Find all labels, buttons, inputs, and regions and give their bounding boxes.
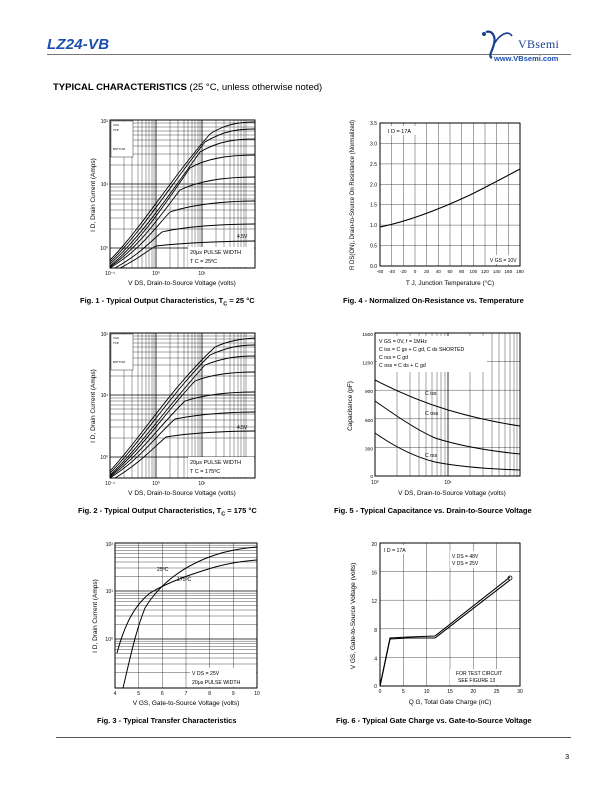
- fig5-note3: C rss = C gd: [379, 355, 408, 361]
- fig6-xlabel: Q G, Total Gate Charge (nC): [408, 699, 492, 706]
- fig5-ylabel: Capacitance (pF): [347, 381, 354, 431]
- fig3-xtick: 8: [208, 691, 212, 697]
- fig3-ylabel: I D, Drain Current (Amps): [92, 579, 99, 653]
- fig4-xtick: -40: [388, 269, 396, 274]
- fig4-chart: [340, 115, 540, 290]
- fig1-ytick: 10²: [100, 119, 108, 125]
- part-number: LZ24-VB: [47, 36, 110, 53]
- fig1-plot: [110, 120, 255, 268]
- fig4-xtick: 60: [447, 269, 453, 274]
- fig4-plot: [380, 123, 520, 266]
- fig2-ytick: 10¹: [100, 393, 108, 399]
- fig5-note4: C oss = C ds + C gd: [379, 363, 426, 369]
- fig1-curve-label: 4.5V: [237, 234, 248, 240]
- fig4-xtick: 40: [435, 269, 441, 274]
- fig1-note2: T C = 25ºC: [190, 259, 218, 265]
- fig4-ytick: 0.0: [370, 264, 377, 270]
- fig3-chart: [85, 538, 270, 710]
- fig2-note1: 20μs PULSE WIDTH: [190, 460, 242, 466]
- fig1-ylabel: I D, Drain Current (Amps): [90, 158, 97, 232]
- fig6-ytick: 4: [374, 656, 377, 663]
- fig4-xtick: -20: [399, 269, 407, 274]
- fig5-xtick: 10¹: [444, 480, 452, 486]
- fig6-note-v1: V DS = 48V: [452, 554, 479, 560]
- fig1-xlabel: V DS, Drain-to-Source Voltage (volts): [128, 280, 236, 287]
- fig4-ytick: 1.0: [370, 223, 377, 230]
- fig5-label-crss: C rss: [425, 453, 438, 459]
- fig5-label-coss: C oss: [425, 411, 439, 417]
- fig2-chart: [85, 328, 270, 500]
- fig3-label-175: 175ºC: [177, 577, 192, 583]
- fig6-xtick: 30: [517, 689, 523, 695]
- fig5-note1: V GS = 0V, f = 1MHz: [379, 339, 427, 345]
- fig6-ytick: 12: [371, 599, 377, 606]
- fig2-xtick: 10¹: [198, 481, 206, 487]
- fig5-chart: [340, 328, 535, 500]
- fig3-note2: 20μs PULSE WIDTH: [192, 680, 241, 686]
- fig1-caption: Fig. 1 - Typical Output Characteristics, $T_C = 25$ °C: [80, 296, 255, 308]
- fig5-xlabel: V DS, Drain-to-Source Voltage (volts): [398, 490, 506, 497]
- fig3-note1: V DS = 25V: [192, 671, 220, 677]
- fig6-note-v2: V DS = 25V: [452, 561, 479, 567]
- fig6-xtick: 5: [401, 689, 405, 695]
- fig5-ytick: 0: [370, 475, 373, 480]
- fig3-ytick: 10²: [105, 542, 113, 548]
- fig2-ylabel: I D, Drain Current (Amps): [90, 369, 97, 443]
- fig5-ytick: 1500: [362, 333, 373, 338]
- fig4-note-id: I D = 17A: [388, 129, 412, 135]
- fig1-xtick: 10⁻¹: [105, 271, 115, 277]
- fig1-xtick: 10⁰: [152, 271, 160, 277]
- fig6-ylabel: V GS, Gate-to-Source Voltage (volts): [350, 562, 357, 670]
- fig3-caption: Fig. 3 - Typical Transfer Characteristics: [97, 716, 237, 725]
- fig4-xtick: 120: [481, 269, 489, 274]
- svg-text:BOTTOM: BOTTOM: [113, 147, 125, 151]
- fig1-ytick: 10⁰: [100, 246, 108, 252]
- fig3-xtick: 4: [113, 691, 117, 697]
- fig3-ytick: 10¹: [105, 589, 113, 595]
- fig6-caption: Fig. 6 - Typical Gate Charge vs. Gate-to-Source Voltage: [336, 716, 532, 725]
- brand-name: VBsemi: [518, 37, 560, 51]
- svg-text:VGS: VGS: [113, 123, 119, 127]
- fig4-ytick: 1.5: [370, 202, 377, 209]
- fig1-xtick: 10¹: [198, 271, 206, 277]
- fig4-xtick: 20: [424, 269, 430, 274]
- fig5-ytick: 900: [364, 390, 373, 396]
- fig5-plot: [375, 333, 520, 476]
- fig6-ytick: 0: [374, 684, 377, 690]
- fig2-ytick: 10⁰: [100, 455, 108, 461]
- fig4-xtick: -60: [376, 269, 384, 274]
- fig4-ytick: 0.5: [370, 243, 377, 250]
- fig2-xlabel: V DS, Drain-to-Source Voltage (volts): [128, 490, 236, 497]
- fig4-xtick: 140: [492, 269, 501, 274]
- fig3-xtick: 6: [160, 691, 164, 697]
- fig4-xtick: 80: [459, 269, 465, 274]
- fig6-note-test1: FOR TEST CIRCUIT: [456, 671, 503, 677]
- fig6-plot: [380, 543, 520, 686]
- fig5-caption: Fig. 5 - Typical Capacitance vs. Drain-to-Source Voltage: [334, 506, 532, 515]
- fig5-ytick: 300: [364, 447, 373, 453]
- fig6-xtick: 15: [447, 689, 453, 695]
- fig6-note-test2: SEE FIGURE 13: [458, 678, 496, 684]
- fig6-xtick: 0: [378, 689, 382, 695]
- fig2-ytick: 10²: [100, 332, 108, 338]
- fig6-chart: [340, 538, 535, 710]
- fig5-xtick: 10⁰: [371, 480, 379, 486]
- footer-rule: [56, 737, 571, 738]
- fig2-curve-label: 4.5V: [237, 425, 248, 431]
- fig4-ytick: 2.0: [370, 182, 377, 189]
- fig4-ylabel: R DS(ON), Drain-to-Source On Resistance (Normalized): [350, 119, 356, 271]
- svg-text:TOP: TOP: [113, 128, 119, 132]
- fig4-ytick: 2.5: [370, 161, 377, 168]
- fig5-note2: C iss = C gs + C gd, C ds SHORTED: [379, 347, 465, 353]
- fig6-xtick: 25: [493, 689, 500, 695]
- fig4-xtick: 180: [516, 269, 524, 274]
- fig4-ytick: 3.5: [370, 121, 377, 127]
- fig3-xlabel: V GS, Gate-to-Source Voltage (volts): [132, 700, 240, 707]
- fig6-ytick: 16: [371, 570, 377, 577]
- section-title-main: TYPICAL CHARACTERISTICS: [53, 82, 187, 93]
- svg-text:BOTTOM: BOTTOM: [113, 360, 125, 364]
- fig4-xtick: 160: [504, 269, 513, 274]
- section-title: [53, 82, 322, 93]
- fig3-xtick: 9: [231, 691, 235, 697]
- svg-text:TOP: TOP: [113, 341, 119, 345]
- fig2-xtick: 10⁰: [152, 481, 160, 487]
- fig2-xtick: 10⁻¹: [105, 481, 115, 487]
- fig4-xtick: 0: [413, 269, 417, 274]
- svg-text:VGS: VGS: [113, 336, 119, 340]
- fig4-note-vgs: V GS = 10V: [490, 258, 517, 264]
- fig2-note2: T C = 175ºC: [190, 469, 221, 475]
- fig5-ytick: 600: [364, 418, 373, 424]
- fig5-label-ciss: C iss: [425, 391, 437, 397]
- fig1-chart: [85, 115, 270, 290]
- fig3-plot: [115, 543, 257, 688]
- fig4-xlabel: T J, Junction Temperature (°C): [405, 280, 495, 287]
- page-number: 3: [565, 752, 570, 761]
- fig5-ytick: 1200: [362, 361, 373, 367]
- fig1-ytick: 10¹: [100, 182, 108, 188]
- fig6-ytick: 8: [374, 627, 377, 634]
- fig3-xtick: 10: [254, 691, 260, 697]
- fig3-ytick: 10⁰: [105, 637, 113, 643]
- fig3-xtick: 7: [184, 691, 188, 697]
- fig4-caption: Fig. 4 - Normalized On-Resistance vs. Temperature: [343, 296, 524, 305]
- fig3-xtick: 5: [137, 691, 141, 697]
- fig2-plot: [110, 333, 255, 478]
- fig4-ytick: 3.0: [370, 141, 377, 148]
- fig3-label-25: 25ºC: [157, 567, 169, 573]
- fig6-ytick: 20: [371, 542, 377, 548]
- fig6-xtick: 10: [423, 689, 430, 695]
- fig6-note-id: I D = 17A: [384, 548, 406, 554]
- fig6-xtick: 20: [470, 689, 477, 695]
- brand-url[interactable]: www.VBsemi.com: [494, 54, 559, 63]
- fig2-caption: Fig. 2 - Typical Output Characteristics, $T_C = 175$ °C: [78, 506, 257, 518]
- section-title-condition: (25 °C, unless otherwise noted): [186, 82, 323, 93]
- fig4-xtick: 100: [469, 269, 478, 274]
- fig1-note1: 20μs PULSE WIDTH: [190, 250, 242, 256]
